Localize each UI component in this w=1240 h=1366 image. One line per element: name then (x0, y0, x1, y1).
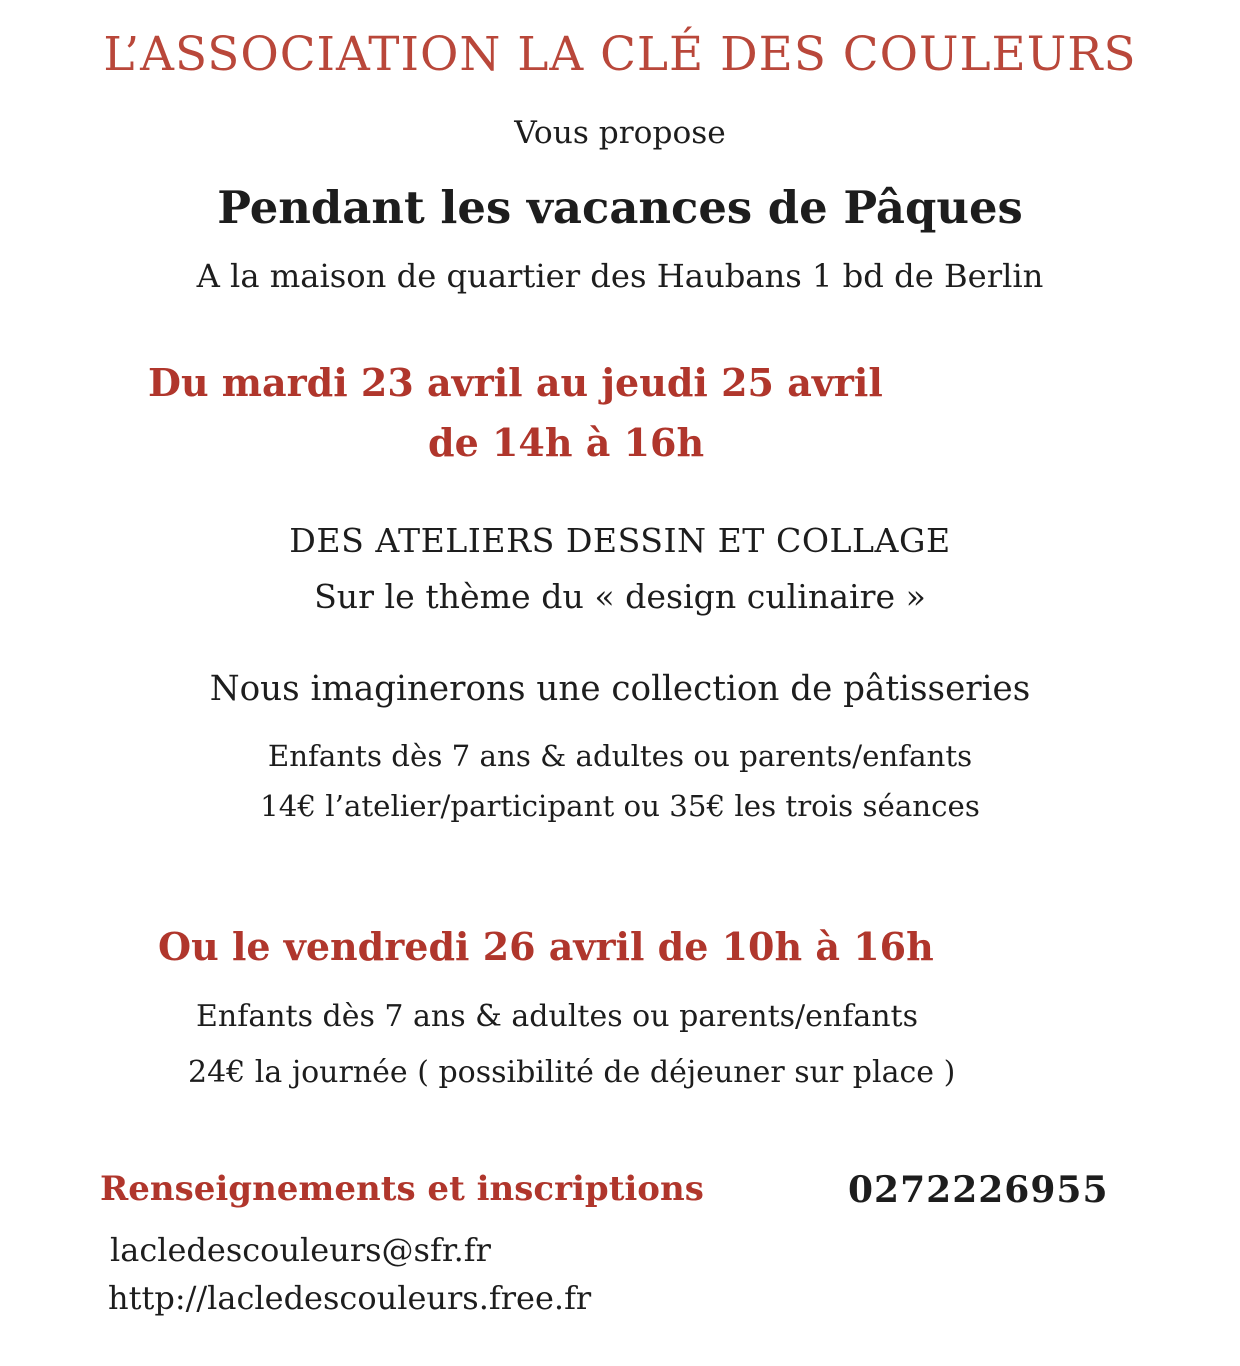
workshop-theme: Sur le thème du « design culinaire » (314, 577, 926, 616)
contact-email[interactable]: lacledescouleurs@sfr.fr (110, 1231, 491, 1269)
location: A la maison de quartier des Haubans 1 bd de Berlin (196, 257, 1044, 295)
contact-website[interactable]: http://lacledescouleurs.free.fr (108, 1279, 592, 1317)
workshop-description: Nous imaginerons une collection de pâtisseries (209, 669, 1031, 709)
session2-date-hours: Ou le vendredi 26 avril de 10h à 16h (158, 924, 934, 969)
session1-dates: Du mardi 23 avril au jeudi 25 avril (148, 360, 883, 405)
session1-price: 14€ l’atelier/participant ou 35€ les trois séances (260, 789, 980, 823)
session2-price: 24€ la journée ( possibilité de déjeuner sur place ) (188, 1055, 956, 1090)
contact-phone[interactable]: 0272226955 (848, 1169, 1109, 1211)
workshop-title: DES ATELIERS DESSIN ET COLLAGE (289, 521, 951, 560)
subtitle: Vous propose (514, 115, 726, 151)
session2-audience: Enfants dès 7 ans & adultes ou parents/enfants (196, 999, 918, 1034)
contact-label: Renseignements et inscriptions (100, 1169, 704, 1209)
headline: Pendant les vacances de Pâques (217, 181, 1023, 234)
session1-hours: de 14h à 16h (428, 420, 705, 465)
association-title: L’ASSOCIATION LA CLÉ DES COULEURS (103, 28, 1137, 82)
session1-audience: Enfants dès 7 ans & adultes ou parents/enfants (267, 739, 973, 773)
